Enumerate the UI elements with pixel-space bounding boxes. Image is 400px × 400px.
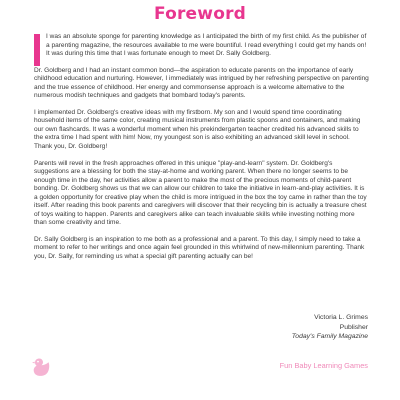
paragraph-5: Dr. Sally Goldberg is an inspiration to me both as a professional and a parent. To this day, I simply need to take a moment to refer to her writings and once again feel grounded in this whirlwind of new-millennium parenting. Thank you, Dr. Sally, for reminding us what a special gift parenting actually can be! xyxy=(34,235,365,261)
signature-magazine: Today's Family Magazine xyxy=(291,333,368,340)
signature-name: Victoria L. Grimes xyxy=(314,314,368,321)
paragraph-4: Parents will revel in the fresh approaches offered in this unique "play-and-learn" system. Dr. Goldberg's suggestions are a blessing for both the stay-at-home and working parent. When there no longer seems to be enough time in the day, her activities allow a parent to make the most of the precious moments of child-parent bonding. Dr. Goldberg shows us that we can allow our children to take the initiative in learn-and-play activities. It is a golden opportunity for creative play when the child is more intrigued in the box the toy came in rather than the toy itself. After reading this book parents and caregivers will discover that their recycling bin is actually a treasure chest of toys waiting to happen. Parents and caregivers alike can teach invaluable skills while investing nothing more than some creativity and time. xyxy=(34,159,367,227)
rubber-duck-icon xyxy=(30,354,56,380)
paragraph-1 xyxy=(34,33,369,59)
paragraph-3: I implemented Dr. Goldberg's creative ideas with my firstborn. My son and I would spend time coordinating household items of the same color, creating musical instruments from plastic spoons and containers, and making our own flashcards. It was a wonderful moment when his prekindergarten teacher credited his advanced skills to the extra time I had spent with him! Now, my youngest son is also exhibiting an advanced skill level in school. Thank you, Dr. Goldberg! xyxy=(34,108,361,151)
paragraph-2: Dr. Goldberg and I had an instant common bond—the aspiration to educate parents on the importance of early childhood education and nurturing. However, I immediately was intrigued by her refreshing perspective on parenting and the true essence of childhood. Her energy and commonsense approach is a welcome alternative to the numerous modish techniques and gadgets that bombard today's parents. xyxy=(34,66,369,100)
page-title: Foreword xyxy=(153,4,247,24)
drop-cap-accent-bar xyxy=(34,34,40,66)
foreword-body xyxy=(34,33,369,270)
paragraph-1-text: I was an absolute sponge for parenting knowledge as I anticipated the birth of my first child. As the publisher of a parenting magazine, the resources available to me were bountiful. I read everything I could get my hands on! It was during this time that I was fortunate enough to meet Dr. Sally Goldberg. xyxy=(46,33,367,58)
signature-role: Publisher xyxy=(339,323,368,331)
footer-book-title: Fun Baby Learning Games xyxy=(279,361,368,370)
signature-block xyxy=(292,313,368,342)
